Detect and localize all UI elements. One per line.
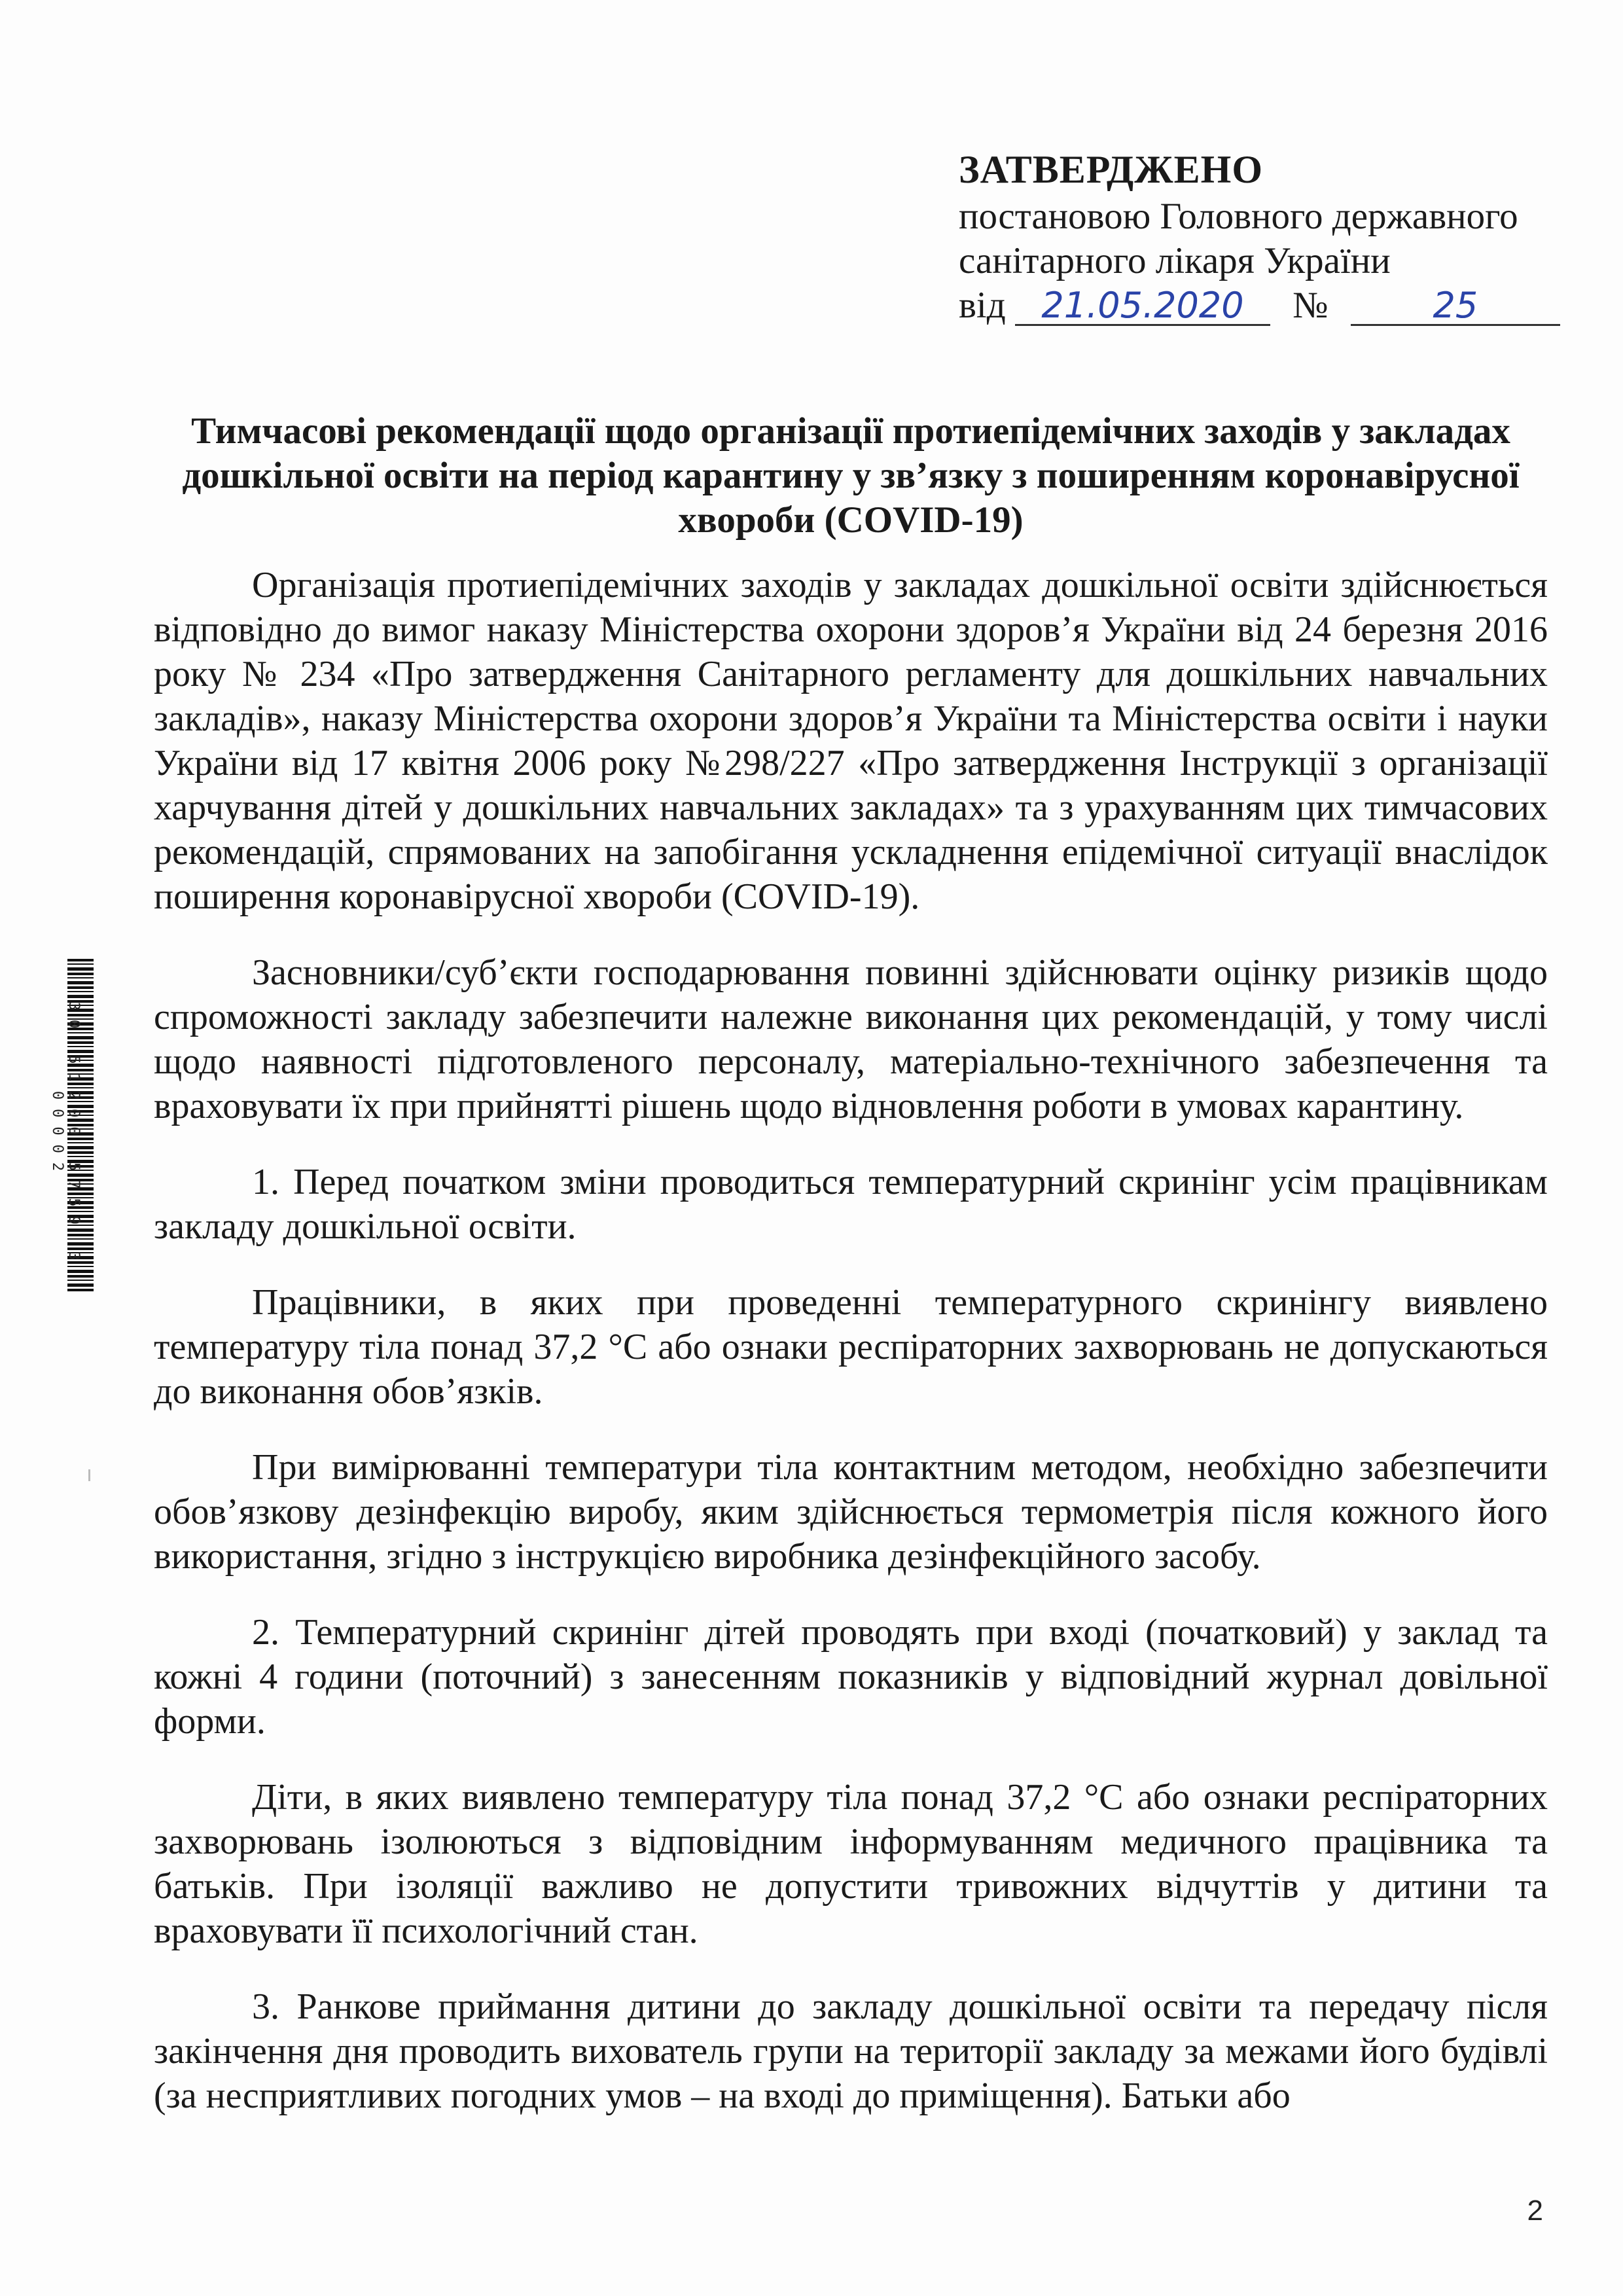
paragraph: 2. Температурний скринінг дітей проводять при вході (початковий) у заклад та кожні 4 години (поточний) з занесенням показників у відповідний журнал довільної форми.: [154, 1612, 1548, 1742]
approval-stamp-block: [959, 147, 1548, 328]
paragraph: 1. Перед початком зміни проводиться температурний скринінг усім працівникам закладу дошкільної освіти.: [154, 1162, 1548, 1247]
barcode: [49, 936, 95, 1302]
approval-heading: ЗАТВЕРДЖЕНО: [959, 148, 1263, 191]
date-prefix: від: [959, 285, 1006, 326]
page-number: 2: [1527, 2195, 1543, 2227]
document-body: [154, 563, 1548, 2149]
paragraph: Засновники/суб’єкти господарювання повинні здійснювати оцінку ризиків щодо спроможності закладу забезпечити належне виконання цих рекомендацій, у тому числі щодо наявності підготовленого персоналу, матеріально-технічного забезпечення та враховувати їх при прийнятті рішень щодо відновлення роботи в умовах карантину.: [154, 952, 1548, 1126]
scan-artifact: [88, 1469, 90, 1481]
paragraph: Діти, в яких виявлено температуру тіла понад 37,2 °С або ознаки респіраторних захворювань ізолюються з відповідним інформуванням медичного працівника та батьків. При ізоляції важливо не допустити тривожних відчуттів у дитини та враховувати її психологічний стан.: [154, 1777, 1548, 1951]
handwritten-number: 25: [1351, 287, 1560, 326]
approval-line-1: постановою Головного державного: [959, 196, 1518, 237]
approval-date-line: [959, 283, 1548, 328]
paragraph: Організація протиепідемічних заходів у закладах дошкільної освіти здійснюється відповідно до вимог наказу Міністерства охорони здоров’я України від 24 березня 2016 року № 234 «Про затвердження Санітарного регламенту для дошкільних навчальних закладів», наказу Міністерства охорони здоров’я України та Міністерства освіти і науки України від 17 квітня 2006 року №298/227 «Про затвердження Інструкції з організації харчування дітей у дошкільних навчальних закладах» та з урахуванням цих тимчасових рекомендацій, спрямованих на запобігання ускладнення епідемічної ситуації внаслідок поширення коронавірусної хвороби (COVID-19).: [154, 565, 1548, 917]
handwritten-date: 21.05.2020: [1015, 287, 1270, 326]
paragraph: При вимірюванні температури тіла контактним методом, необхідно забезпечити обов’язкову дезінфекцію виробу, яким здійснюється термометрія після кожного його використання, згідно з інструкцією виробника дезінфекційного засобу.: [154, 1447, 1548, 1577]
approval-line-2: санітарного лікаря України: [959, 240, 1391, 281]
paragraph: 3. Ранкове приймання дитини до закладу дошкільної освіти та передачу після закінчення дня проводить вихователь групи на території закладу за межами його будівлі (за несприятливих погодних умов – на вході до приміщення). Батьки або: [154, 1986, 1548, 2116]
document-title: Тимчасові рекомендації щодо організації протиепідемічних заходів у закладах дошкільної освіти на період карантину у зв’язку з поширенням коронавірусної хвороби (COVID-19): [182, 410, 1520, 541]
number-prefix: №: [1293, 285, 1329, 326]
barcode-number: 30 51200 5759 3 00002: [49, 1001, 82, 1270]
paragraph: Працівники, в яких при проведенні температурного скринінгу виявлено температуру тіла понад 37,2 °С або ознаки респіраторних захворювань не допускаються до виконання обов’язків.: [154, 1282, 1548, 1412]
